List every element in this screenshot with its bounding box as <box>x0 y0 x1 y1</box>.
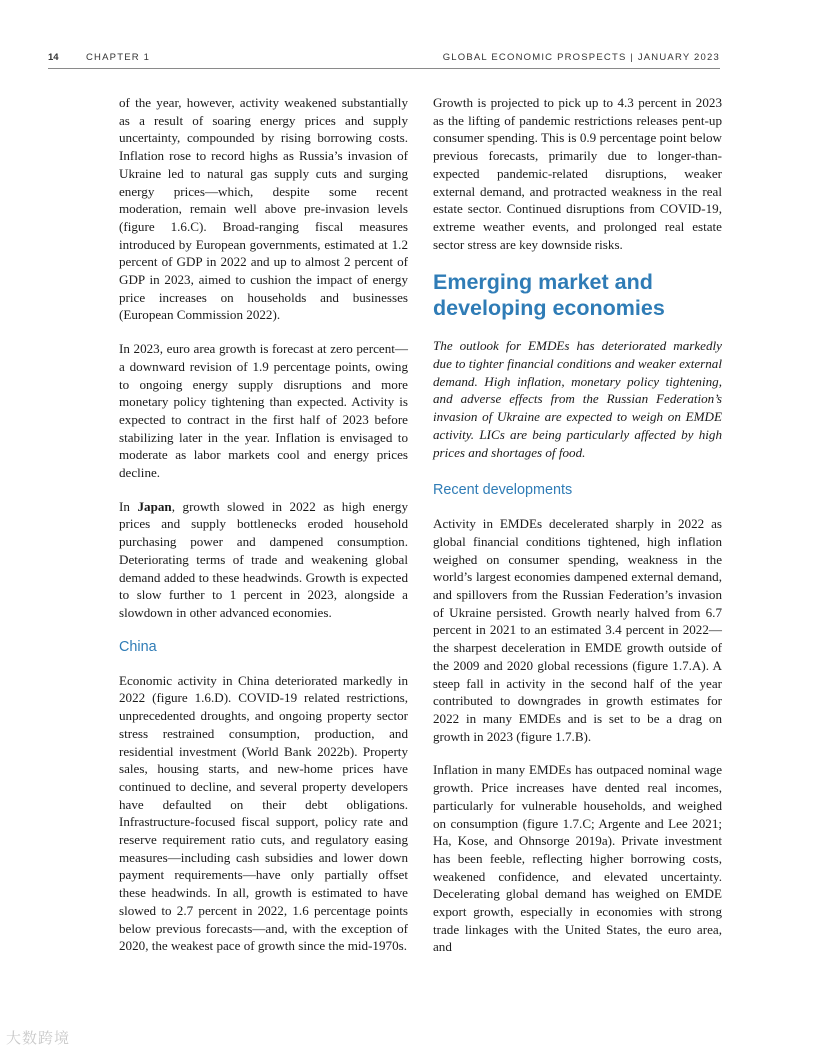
right-column <box>433 94 722 972</box>
paragraph-emde-activity: Activity in EMDEs decelerated sharply in 2022 as global financial conditions tightened, high inflation weighed on consumer spending, weakness in the world’s largest economies dampened external demand, and spillovers from the Russian Federation’s invasion of Ukraine persisted. Growth nearly halved from 6.7 percent in 2021 to an estimated 3.4 percent in 2022—the sharpest deceleration in EMDE growth outside of the 2009 and 2020 global recessions (figure 1.7.A). A steep fall in activity in the second half of the year contributed to downgrades in growth estimates for 2022 in many EMDEs and is set to be a drag on growth in 2023 (figure 1.7.B). <box>433 516 722 744</box>
section-lead-summary: The outlook for EMDEs has deteriorated markedly due to tighter financial conditions and weaker external demand. High inflation, monetary policy tightening, and adverse effects from the Russian Federation’s invasion of Ukraine are expected to weigh on EMDE activity. LICs are being particularly affected by high prices and shortages of food. <box>433 338 722 460</box>
page-number: 14 <box>48 52 59 63</box>
recent-developments-heading: Recent developments <box>433 482 573 499</box>
paragraph-japan <box>119 498 408 622</box>
chapter-label: CHAPTER 1 <box>86 52 151 63</box>
japan-text: , growth slowed in 2022 as high energy prices and supply bottlenecks eroded household purchasing power and dampened consumption. Deteriorating terms of trade and weakening global demand added to these headwinds. Growth is expected to slow further to 1 percent in 2023, alongside a slowdown in other advanced economies. <box>119 498 408 620</box>
china-heading: China <box>119 638 157 655</box>
left-column <box>119 94 408 971</box>
japan-bold-term: Japan <box>137 498 172 514</box>
paragraph-europe-continued: of the year, however, activity weakened substantially as a result of soaring energy prices and supply uncertainty, compounded by rising borrowing costs. Inflation rose to record highs as Russia’s invasion of Ukraine led to natural gas supply cuts and surging energy prices—which, despite some recent moderation, remain well above pre-invasion levels (figure 1.6.C). Broad-ranging fiscal measures introduced by European governments, estimated at 1.2 percent of GDP in 2022 and up to almost 2 percent of GDP in 2023, aimed to cushion the impact of energy price increases on households and businesses (European Commission 2022). <box>119 95 408 323</box>
watermark-logo: 大数跨境 <box>6 1029 71 1047</box>
paragraph-emde-inflation: Inflation in many EMDEs has outpaced nominal wage growth. Price increases have dented real incomes, particularly for vulnerable households, and weighed on consumption (figure 1.7.C; Argente and Lee 2021; Ha, Kose, and Ohnsorge 2019a). Private investment has been feeble, reflecting higher borrowing costs, weakened confidence, and elevated uncertainty. Decelerating global demand has weighed on EMDE export growth, especially in economies with strong trade linkages with the United States, the euro area, and <box>433 762 722 955</box>
paragraph-euro-area-forecast: In 2023, euro area growth is forecast at zero percent—a downward revision of 1.9 percentage points, owing to ongoing energy supply disruptions and more monetary policy tightening than expected. Activity is expected to contract in the first half of 2023 before stabilizing later in the year. Inflation is envisaged to moderate as labor markets cool and energy prices decline. <box>119 341 408 481</box>
paragraph-china-projection: Growth is projected to pick up to 4.3 percent in 2023 as the lifting of pandemic restrictions releases pent-up consumer spending. This is 0.9 percentage point below previous forecasts, primarily due to longer-than-expected pandemic-related disruptions, weaker external demand, and protracted weakness in the real estate sector. Continued disruptions from COVID-19, extreme weather events, and prolonged real estate sector stress are key downside risks. <box>433 95 722 252</box>
paragraph-china: Economic activity in China deteriorated markedly in 2022 (figure 1.6.D). COVID-19 related restrictions, unprecedented droughts, and ongoing property sector stress restrained consumption, production, and residential investment (World Bank 2022b). Property sales, housing starts, and new-home prices have continued to decline, and several property developers have defaulted on their debt obligations. Infrastructure-focused fiscal support, policy rate and reserve requirement ratio cuts, and regulatory easing measures—including cash subsidies and lower down payment requirements—have only partially offset these headwinds. In all, growth is estimated to have slowed to 2.7 percent in 2022, 1.6 percentage points below previous forecasts—and, with the exception of 2020, the weakest pace of growth since the mid-1970s. <box>119 672 408 954</box>
japan-intro: In <box>119 498 138 514</box>
running-header <box>48 52 720 69</box>
publication-title: GLOBAL ECONOMIC PROSPECTS | JANUARY 2023 <box>442 52 720 63</box>
section-heading-emde: Emerging market and developing economies <box>433 270 665 321</box>
